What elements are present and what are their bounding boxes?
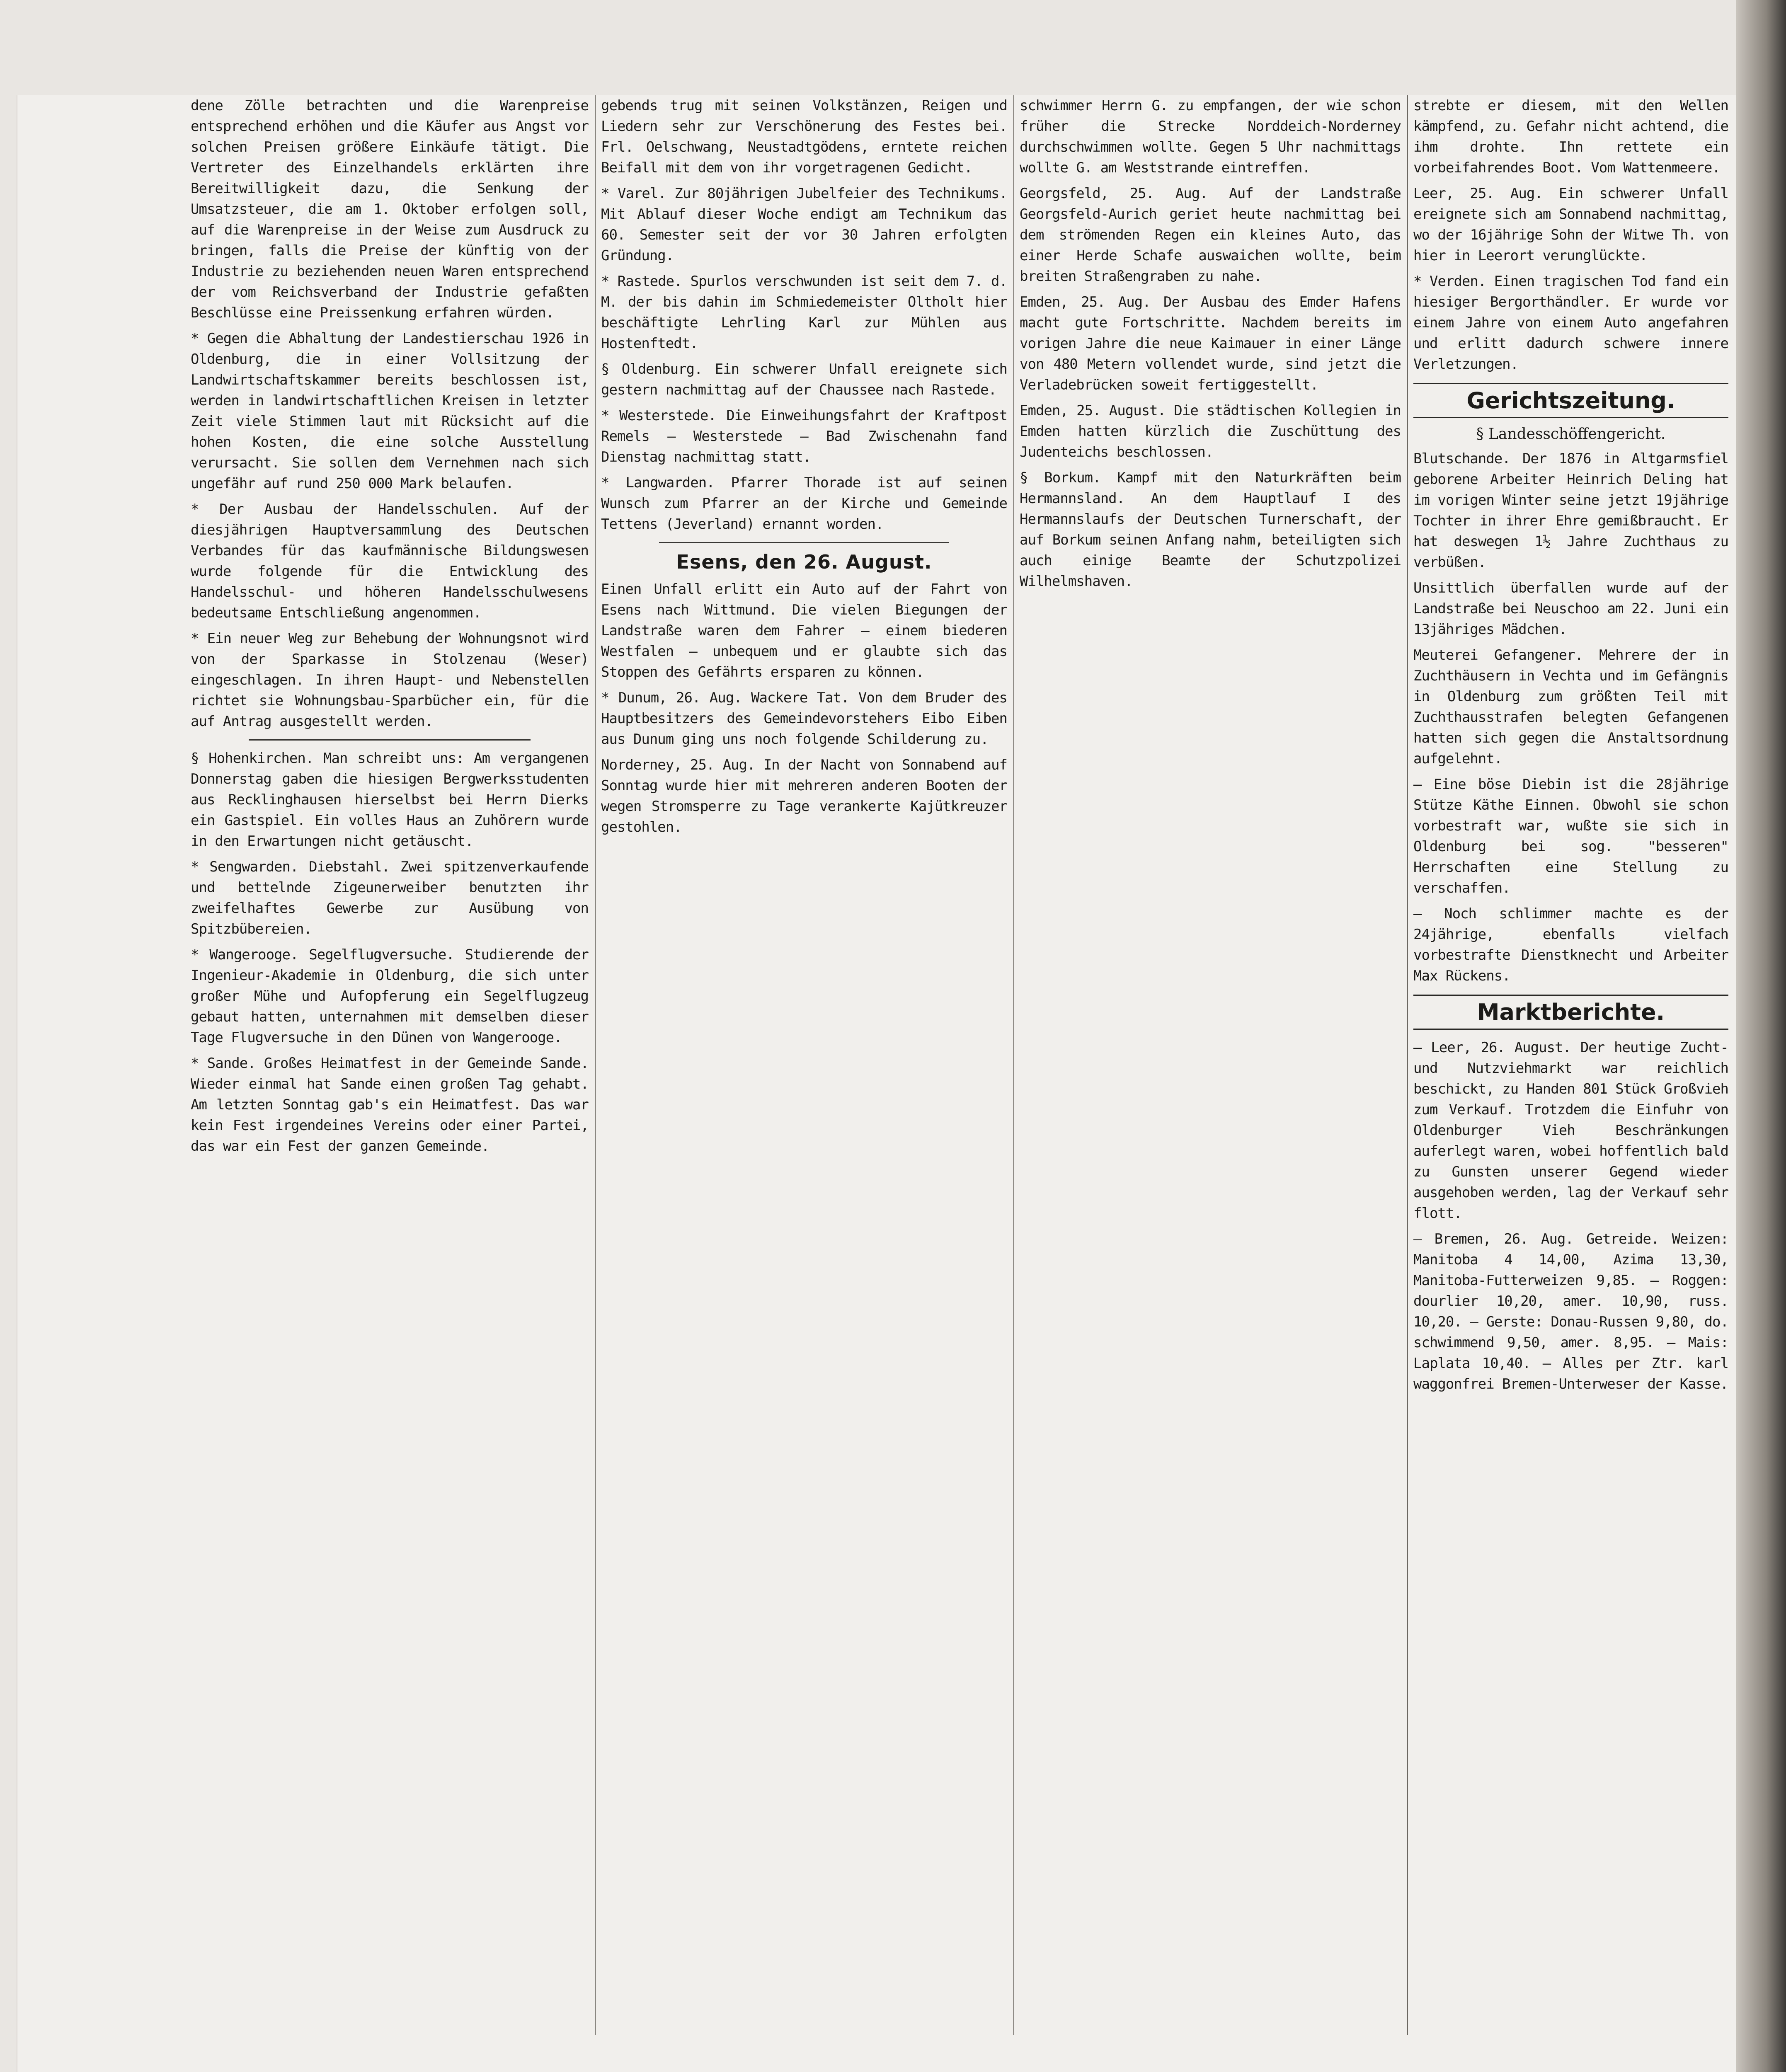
article-paragraph: * Ein neuer Weg zur Behebung der Wohnungsnot wird von der Sparkasse in Stolzenau (Weser) eingeschlagen. In ihren Haupt- und Nebenstellen richtet sie Wohnungsbau-Sparbücher ein, für die auf Antrag ausgestellt werden. xyxy=(191,630,589,730)
article-paragraph: * Sengwarden. Diebstahl. Zwei spitzenverkaufende und bettelnde Zigeunerweiber benutzten ihr zweifelhaftes Gewerbe zur Ausübung von Spitzbübereien. xyxy=(191,859,589,937)
column-rule xyxy=(1013,95,1014,2035)
section-title-court: Gerichtszeitung. xyxy=(1413,383,1728,418)
column-rule xyxy=(595,95,596,2035)
article-paragraph: * Verden. Einen tragischen Tod fand ein hiesiger Bergorthändler. Er wurde vor einem Jahre von einem Auto angefahren und erlitt dadurch schwere innere Verletzungen. xyxy=(1413,273,1728,373)
dateline-heading: Esens, den 26. August. xyxy=(676,551,932,573)
court-paragraph: — Eine böse Diebin ist die 28jährige Stütze Käthe Einnen. Obwohl sie schon vorbestraft war, wußte sie sich in Oldenburg bei sog. "besseren" Herrschaften eine Stellung zu verschaffen. xyxy=(1413,776,1728,896)
article-paragraph: § Hohenkirchen. Man schreibt uns: Am vergangenen Donnerstag gaben die hiesigen Bergwerksstudenten aus Recklinghausen hierselbst bei Herrn Dierks ein Gastspiel. Ein volles Haus an Zuhörern wurde in den Erwartungen nicht getäuscht. xyxy=(191,750,589,850)
article-paragraph: * Sande. Großes Heimatfest in der Gemeinde Sande. Wieder einmal hat Sande einen großen Tag gehabt. Am letzten Sonntag gab's ein Heimatfest. Das war kein Fest irgendeines Vereins oder einer Partei, das war ein Fest der ganzen Gemeinde. xyxy=(191,1055,589,1155)
article-paragraph: schwimmer Herrn G. zu empfangen, der wie schon früher die Strecke Norddeich-Norderney durchschwimmen wollte. Gegen 5 Uhr nachmittags wollte G. am Weststrande eintreffen. xyxy=(1020,97,1401,176)
court-paragraph: Blutschande. Der 1876 in Altgarmsfiel geborene Arbeiter Heinrich Deling hat im vorigen Winter seine jetzt 19jährige Tochter in ihrer Ehre gemißbraucht. Er hat deswegen 1½ Jahre Zuchthaus zu verbüßen. xyxy=(1413,450,1728,571)
page-gutter-shadow xyxy=(1736,0,1786,2072)
section-subtitle: § Landesschöffengericht. xyxy=(1476,426,1666,443)
column-1 xyxy=(191,95,589,2039)
article-paragraph: § Oldenburg. Ein schwerer Unfall ereignete sich gestern nachmittag auf der Chaussee nach Rastede. xyxy=(601,361,1007,398)
separator xyxy=(659,542,949,543)
article-paragraph: Leer, 25. Aug. Ein schwerer Unfall ereignete sich am Sonnabend nachmittag, wo der 16jährige Sohn der Witwe Th. von hier in Leerort verunglückte. xyxy=(1413,185,1728,264)
article-paragraph: * Langwarden. Pfarrer Thorade ist auf seinen Wunsch zum Pfarrer an der Kirche und Gemeinde Tettens (Jeverland) ernannt worden. xyxy=(601,474,1007,533)
separator xyxy=(249,739,531,741)
court-paragraph: Meuterei Gefangener. Mehrere der in Zuchthäusern in Vechta und im Gefängnis in Oldenburg zum größten Teil mit Zuchthausstrafen belegten Gefangenen hatten sich gegen die Anstaltsordnung aufgelehnt. xyxy=(1413,647,1728,767)
article-paragraph: * Gegen die Abhaltung der Landestierschau 1926 in Oldenburg, die in einer Vollsitzung der Landwirtschaftskammer bereits beschlossen ist, werden in landwirtschaftlichen Kreisen in letzter Zeit viele Stimmen laut mit Rücksicht auf die hohen Kosten, die eine solche Ausstellung verursacht. Sie sollen dem Vernehmen nach sich ungefähr auf rund 250 000 Mark belaufen. xyxy=(191,330,589,492)
article-paragraph: * Dunum, 26. Aug. Wackere Tat. Von dem Bruder des Hauptbesitzers des Gemeindevorstehers Eibo Eiben aus Dunum ging uns noch folgende Schilderung zu. xyxy=(601,690,1007,748)
column-3 xyxy=(1020,95,1401,2039)
article-paragraph: gebends trug mit seinen Volkstänzen, Reigen und Liedern sehr zur Verschönerung des Festes bei. Frl. Oelschwang, Neustadtgödens, erntete reichen Beifall mit dem von ihr vorgetragenen Gedicht. xyxy=(601,97,1007,176)
article-paragraph: Emden, 25. Aug. Der Ausbau des Emder Hafens macht gute Fortschritte. Nachdem bereits im vorigen Jahre die neue Kaimauer in einer Länge von 480 Metern vollendet wurde, sind jetzt die Verladebrücken soweit fertiggestellt. xyxy=(1020,294,1401,393)
column-rule xyxy=(1407,95,1408,2035)
market-paragraph: — Leer, 26. August. Der heutige Zucht- und Nutzviehmarkt war reichlich beschickt, zu Handen 801 Stück Großvieh zum Verkauf. Trotzdem die Einfuhr von Oldenburger Vieh Beschränkungen auferlegt waren, wobei hoffentlich bald zu Gunsten unserer Gegend wieder ausgehoben werden, lag der Verkauf sehr flott. xyxy=(1413,1039,1728,1222)
court-paragraph: — Noch schlimmer machte es der 24jährige, ebenfalls vielfach vorbestrafte Dienstknecht und Arbeiter Max Rückens. xyxy=(1413,905,1728,984)
article-paragraph: * Rastede. Spurlos verschwunden ist seit dem 7. d. M. der bis dahin im Schmiedemeister Oltholt hier beschäftigte Lehrling Karl zur Mühlen aus Hostenftedt. xyxy=(601,273,1007,352)
article-paragraph: dene Zölle betrachten und die Warenpreise entsprechend erhöhen und die Käufer aus Angst vor solchen Preisen größere Einkäufe tätigt. Die Vertreter des Einzelhandels erklärten ihre Bereitwilligkeit dazu, die Senkung der Umsatzsteuer, die am 1. Oktober erfolgen soll, auf die Warenpreise in der Weise zum Ausdruck zu bringen, falls die Preise der künftig von der Industrie zu beziehenden neuen Waren entsprechend der vom Reichsverband der Industrie gefaßten Beschlüsse eine Preissenkung erfahren würden. xyxy=(191,97,589,321)
article-paragraph: * Der Ausbau der Handelsschulen. Auf der diesjährigen Hauptversammlung des Deutschen Verbandes für das kaufmännische Bildungswesen wurde folgende für die Entwicklung des Handelsschul- und höheren Handelsschulwesens bedeutsame Entschließung angenommen. xyxy=(191,501,589,621)
article-paragraph: Georgsfeld, 25. Aug. Auf der Landstraße Georgsfeld-Aurich geriet heute nachmittag bei dem strömenden Regen ein kleines Auto, das einer Herde Schafe auswaichen wollte, beim breiten Straßengraben zu nahe. xyxy=(1020,185,1401,285)
article-paragraph: Norderney, 25. Aug. In der Nacht von Sonnabend auf Sonntag wurde hier mit mehreren anderen Booten der wegen Stromsperre zu Tage verankerte Kajütkreuzer gestohlen. xyxy=(601,757,1007,835)
court-paragraph: Unsittlich überfallen wurde auf der Landstraße bei Neuschoo am 22. Juni ein 13jähriges Mädchen. xyxy=(1413,580,1728,638)
column-4 xyxy=(1413,95,1728,2039)
article-paragraph: * Wangerooge. Segelflugversuche. Studierende der Ingenieur-Akademie in Oldenburg, die sich unter großer Mühe und Aufopferung ein Segelflugzeug gebaut hatten, unternahmen mit demselben dieser Tage Flugversuche in den Dünen von Wangerooge. xyxy=(191,946,589,1046)
article-paragraph: strebte er diesem, mit den Wellen kämpfend, zu. Gefahr nicht achtend, die ihm drohte. Ihn rettete ein vorbeifahrendes Boot. Vom Wattenmeere. xyxy=(1413,97,1728,176)
section-title-market: Marktberichte. xyxy=(1413,995,1728,1030)
article-paragraph: * Varel. Zur 80jährigen Jubelfeier des Technikums. Mit Ablauf dieser Woche endigt am Technikum das 60. Semester seit der vor 30 Jahren erfolgten Gründung. xyxy=(601,185,1007,264)
article-paragraph: § Borkum. Kampf mit den Naturkräften beim Hermannsland. An dem Hauptlauf I des Hermannslaufs der Deutschen Turnerschaft, der auf Borkum seinen Anfang nahm, beteiligten sich auch einige Beamte der Schutzpolizei Wilhelmshaven. xyxy=(1020,470,1401,590)
article-paragraph: Emden, 25. August. Die städtischen Kollegien in Emden hatten kürzlich die Zuschüttung des Judenteichs beschlossen. xyxy=(1020,402,1401,460)
column-2 xyxy=(601,95,1007,2039)
article-paragraph: * Westerstede. Die Einweihungsfahrt der Kraftpost Remels — Westerstede — Bad Zwischenahn fand Dienstag nachmittag statt. xyxy=(601,407,1007,465)
market-paragraph: — Bremen, 26. Aug. Getreide. Weizen: Manitoba 4 14,00, Azima 13,30, Manitoba-Futterweizen 9,85. — Roggen: dourlier 10,20, amer. 10,90, russ. 10,20. — Gerste: Donau-Russen 9,80, do. schwimmend 9,50, amer. 8,95. — Mais: Laplata 10,40. — Alles per Ztr. karl waggonfrei Bremen-Unterweser der Kasse. xyxy=(1413,1231,1728,1392)
article-paragraph: Einen Unfall erlitt ein Auto auf der Fahrt von Esens nach Wittmund. Die vielen Biegungen der Landstraße waren dem Fahrer — einem biederen Westfalen — unbequem und er glaubte sich das Stoppen des Gefährts ersparen zu können. xyxy=(601,581,1007,680)
